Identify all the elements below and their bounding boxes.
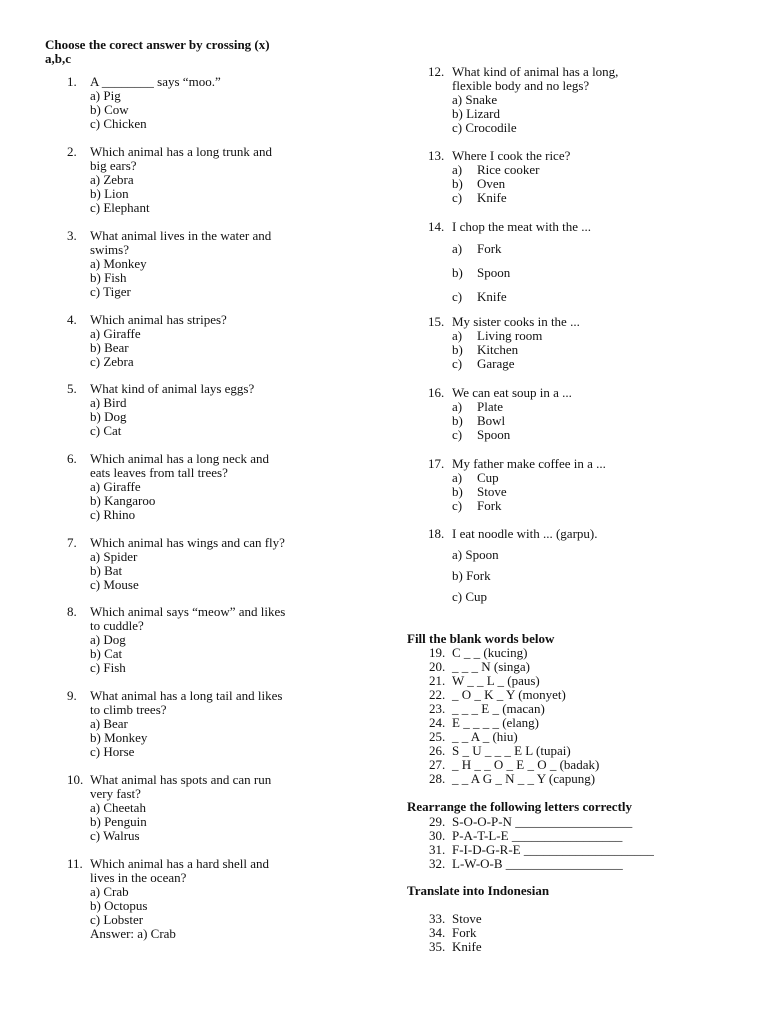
item-number: 25. <box>429 729 446 744</box>
question-text: Where I cook the rice? <box>452 148 571 163</box>
question-text: We can eat soup in a ... <box>452 385 572 400</box>
answer-option: b) Bat <box>90 563 123 578</box>
answer-option: c) Crocodile <box>452 120 517 135</box>
answer-option-letter: a) <box>452 470 463 485</box>
answer-option: a) Bear <box>90 716 128 731</box>
answer-option-letter: b) <box>452 484 463 499</box>
question-text: Which animal has stripes? <box>90 312 227 327</box>
question-text: big ears? <box>90 158 137 173</box>
answer-option: Bowl <box>477 413 506 428</box>
rearrange-item: L-W-O-B __________________ <box>452 856 623 871</box>
question-number: 7. <box>67 535 77 550</box>
answer-option: a) Dog <box>90 632 126 647</box>
translate-item: Knife <box>452 939 482 954</box>
question-text: swims? <box>90 242 129 257</box>
answer-option: b) Dog <box>90 409 127 424</box>
item-number: 28. <box>429 771 446 786</box>
translate-item: Fork <box>452 925 477 940</box>
item-number: 22. <box>429 687 446 702</box>
question-number: 11. <box>67 856 83 871</box>
answer-option: a) Spider <box>90 549 138 564</box>
rearrange-item: P-A-T-L-E _________________ <box>452 828 623 843</box>
answer-option-letter: c) <box>452 356 463 371</box>
answer-option-letter: a) <box>452 241 463 256</box>
answer-option: Cup <box>477 470 499 485</box>
answer-option: c) Zebra <box>90 354 134 369</box>
question-number: 12. <box>428 64 445 79</box>
answer-option: b) Fork <box>452 568 491 583</box>
item-number: 31. <box>429 842 446 857</box>
answer-option: b) Cow <box>90 102 129 117</box>
answer-option-letter: a) <box>452 399 463 414</box>
answer-option: Answer: a) Crab <box>90 926 176 941</box>
answer-option-letter: a) <box>452 328 463 343</box>
fill-blank-item: _ _ A G _ N _ _ Y (capung) <box>452 771 596 786</box>
answer-option: Knife <box>477 289 507 304</box>
item-number: 30. <box>429 828 446 843</box>
question-number: 1. <box>67 74 77 89</box>
rearrange-item: S-O-O-P-N __________________ <box>452 814 633 829</box>
translate-heading: Translate into Indonesian <box>407 883 550 898</box>
question-number: 17. <box>428 456 445 471</box>
answer-option: a) Snake <box>452 92 498 107</box>
answer-option: c) Horse <box>90 744 135 759</box>
answer-option: a) Pig <box>90 88 121 103</box>
answer-option: Fork <box>477 498 502 513</box>
question-text: Which animal has a long trunk and <box>90 144 272 159</box>
question-text: to cuddle? <box>90 618 144 633</box>
answer-option-letter: a) <box>452 162 463 177</box>
answer-option: b) Cat <box>90 646 123 661</box>
question-text: What animal lives in the water and <box>90 228 272 243</box>
question-number: 14. <box>428 219 445 234</box>
answer-option: Spoon <box>477 265 511 280</box>
fill-blank-item: E _ _ _ _ (elang) <box>452 715 540 730</box>
answer-option: Kitchen <box>477 342 519 357</box>
fill-blank-item: _ _ _ N (singa) <box>452 659 530 674</box>
question-text: Which animal says “meow” and likes <box>90 604 286 619</box>
question-text: My sister cooks in the ... <box>452 314 580 329</box>
answer-option: Rice cooker <box>477 162 540 177</box>
question-text: lives in the ocean? <box>90 870 187 885</box>
fill-blank-item: W _ _ L _ (paus) <box>452 673 540 688</box>
rearrange-heading: Rearrange the following letters correctly <box>407 799 633 814</box>
question-text: A ________ says “moo.” <box>90 74 221 89</box>
answer-option: c) Walrus <box>90 828 140 843</box>
answer-option: Living room <box>477 328 543 343</box>
item-number: 20. <box>429 659 446 674</box>
fill-blank-item: _ O _ K _ Y (monyet) <box>452 687 566 702</box>
answer-option: c) Mouse <box>90 577 139 592</box>
answer-option-letter: b) <box>452 176 463 191</box>
answer-option: Oven <box>477 176 506 191</box>
answer-option: c) Rhino <box>90 507 136 522</box>
question-text: Which animal has a hard shell and <box>90 856 270 871</box>
question-number: 10. <box>67 772 84 787</box>
answer-option: b) Monkey <box>90 730 148 745</box>
question-text: My father make coffee in a ... <box>452 456 606 471</box>
answer-option: b) Kangaroo <box>90 493 156 508</box>
instruction-heading: Choose the corect answer by crossing (x) <box>45 37 270 52</box>
answer-option: c) Cat <box>90 423 122 438</box>
fill-blank-item: _ H _ _ O _ E _ O _ (badak) <box>452 757 600 772</box>
question-number: 15. <box>428 314 445 329</box>
answer-option: a) Monkey <box>90 256 147 271</box>
item-number: 34. <box>429 925 446 940</box>
answer-option: Garage <box>477 356 515 371</box>
answer-option: b) Lizard <box>452 106 501 121</box>
answer-option: Knife <box>477 190 507 205</box>
answer-option: a) Cheetah <box>90 800 146 815</box>
question-text: eats leaves from tall trees? <box>90 465 228 480</box>
item-number: 35. <box>429 939 446 954</box>
answer-option-letter: c) <box>452 190 463 205</box>
question-number: 8. <box>67 604 77 619</box>
question-text: What animal has spots and can run <box>90 772 272 787</box>
answer-option: b) Penguin <box>90 814 147 829</box>
question-text: I eat noodle with ... (garpu). <box>452 526 598 541</box>
answer-option: Plate <box>477 399 503 414</box>
question-number: 9. <box>67 688 77 703</box>
question-number: 5. <box>67 381 77 396</box>
question-number: 16. <box>428 385 445 400</box>
instruction-heading-options: a,b,c <box>45 51 71 66</box>
question-number: 6. <box>67 451 77 466</box>
question-text: I chop the meat with the ... <box>452 219 591 234</box>
answer-option: b) Lion <box>90 186 129 201</box>
question-text: What animal has a long tail and likes <box>90 688 283 703</box>
fill-blank-item: S _ U _ _ _ E L (tupai) <box>452 743 571 758</box>
answer-option: c) Tiger <box>90 284 131 299</box>
item-number: 26. <box>429 743 446 758</box>
fill-blank-heading: Fill the blank words below <box>407 631 555 646</box>
answer-option: c) Lobster <box>90 912 144 927</box>
answer-option-letter: b) <box>452 265 463 280</box>
item-number: 27. <box>429 757 446 772</box>
answer-option: b) Octopus <box>90 898 148 913</box>
answer-option: c) Cup <box>452 589 488 604</box>
answer-option-letter: c) <box>452 289 463 304</box>
question-number: 13. <box>428 148 445 163</box>
question-text: very fast? <box>90 786 141 801</box>
item-number: 32. <box>429 856 446 871</box>
question-number: 18. <box>428 526 445 541</box>
question-text: What kind of animal has a long, <box>452 64 619 79</box>
answer-option-letter: c) <box>452 427 463 442</box>
answer-option-letter: b) <box>452 413 463 428</box>
item-number: 29. <box>429 814 446 829</box>
answer-option-letter: b) <box>452 342 463 357</box>
question-text: Which animal has wings and can fly? <box>90 535 285 550</box>
answer-option: c) Elephant <box>90 200 150 215</box>
question-number: 3. <box>67 228 77 243</box>
answer-option: b) Fish <box>90 270 127 285</box>
fill-blank-item: _ _ _ E _ (macan) <box>452 701 545 716</box>
question-text: Which animal has a long neck and <box>90 451 270 466</box>
answer-option-letter: c) <box>452 498 463 513</box>
answer-option: c) Fish <box>90 660 126 675</box>
answer-option: a) Spoon <box>452 547 499 562</box>
question-number: 2. <box>67 144 77 159</box>
answer-option: c) Chicken <box>90 116 147 131</box>
question-text: flexible body and no legs? <box>452 78 590 93</box>
item-number: 24. <box>429 715 446 730</box>
fill-blank-item: C _ _ (kucing) <box>452 645 528 660</box>
question-number: 4. <box>67 312 77 327</box>
answer-option: a) Bird <box>90 395 127 410</box>
answer-option: Spoon <box>477 427 511 442</box>
answer-option: a) Zebra <box>90 172 134 187</box>
answer-option: a) Crab <box>90 884 129 899</box>
translate-item: Stove <box>452 911 482 926</box>
answer-option: a) Giraffe <box>90 479 141 494</box>
answer-option: a) Giraffe <box>90 326 141 341</box>
answer-option: Fork <box>477 241 502 256</box>
rearrange-item: F-I-D-G-R-E ____________________ <box>452 842 654 857</box>
fill-blank-item: _ _ A _ (hiu) <box>452 729 518 744</box>
question-text: What kind of animal lays eggs? <box>90 381 255 396</box>
item-number: 23. <box>429 701 446 716</box>
item-number: 19. <box>429 645 446 660</box>
item-number: 33. <box>429 911 446 926</box>
question-text: to climb trees? <box>90 702 167 717</box>
answer-option: b) Bear <box>90 340 129 355</box>
item-number: 21. <box>429 673 446 688</box>
answer-option: Stove <box>477 484 507 499</box>
